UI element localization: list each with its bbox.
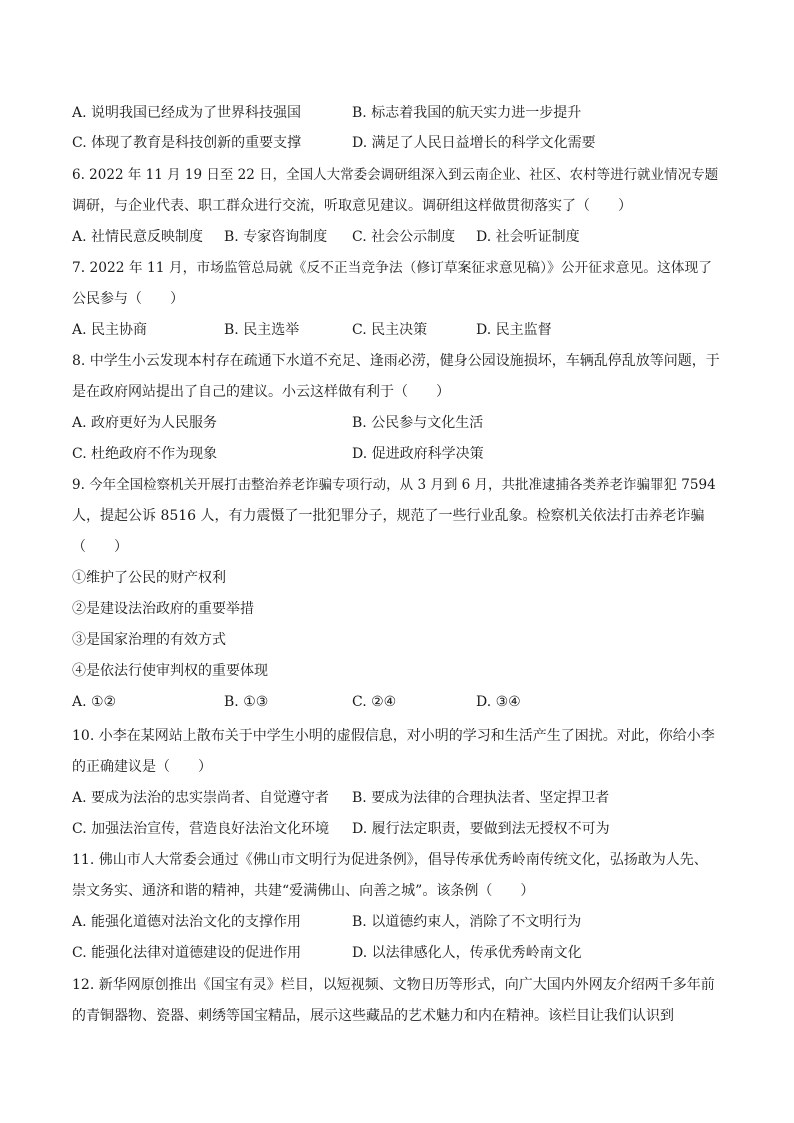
q6-option-b: B. 专家咨询制度 — [224, 229, 328, 245]
q11-stem-line1: 11. 佛山市人大常委会通过《佛山市文明行为促进条例》，倡导传承优秀岭南传统文化，弘扬敢为人先、 — [72, 852, 708, 868]
q10-stem-line2: 的正确建议是（ ） — [72, 759, 212, 775]
q10-stem-line1: 10. 小李在某网站上散布关于中学生小明的虚假信息，对小明的学习和生活产生了困扰。对此，你给小李 — [72, 728, 715, 744]
q6-option-c: C. 社会公示制度 — [352, 229, 456, 245]
q11-stem-line2: 崇文务实、通济和谐的精神，共建“爱满佛山、向善之城”。该条例（ ） — [72, 883, 535, 899]
q11-option-d: D. 以法律感化人，传承优秀岭南文化 — [352, 945, 582, 961]
q8-option-a: A. 政府更好为人民服务 — [72, 415, 218, 431]
q5-option-b: B. 标志着我国的航天实力进一步提升 — [352, 105, 582, 121]
q8-stem-line1: 8. 中学生小云发现本村存在疏通下水道不充足、逢雨必涝，健身公园设施损坏，车辆乱停乱放等问题，于 — [72, 353, 720, 369]
q8-option-c: C. 杜绝政府不作为现象 — [72, 446, 218, 462]
q9-stem-line1: 9. 今年全国检察机关开展打击整治养老诈骗专项行动，从 3 月到 6 月，共批准逮捕各类养老诈骗罪犯 7594 — [72, 477, 716, 493]
q9-statement-3: ③是国家治理的有效方式 — [72, 632, 226, 648]
q10-option-c: C. 加强法治宣传，营造良好法治文化环境 — [72, 821, 330, 837]
q5-option-d: D. 满足了人民日益增长的科学文化需要 — [352, 135, 596, 151]
q9-option-c: C. ②④ — [352, 694, 397, 710]
q7-option-b: B. 民主选举 — [224, 322, 300, 338]
q10-option-b: B. 要成为法律的合理执法者、坚定捍卫者 — [352, 790, 610, 806]
q7-option-c: C. 民主决策 — [352, 322, 428, 338]
q10-option-a: A. 要成为法治的忠实崇尚者、自觉遵守者 — [72, 790, 330, 806]
q9-statement-1: ①维护了公民的财产权利 — [72, 570, 226, 586]
q8-option-d: D. 促进政府科学决策 — [352, 446, 484, 462]
q7-option-d: D. 民主监督 — [476, 322, 552, 338]
q9-option-b: B. ①③ — [224, 694, 269, 710]
q11-option-a: A. 能强化道德对法治文化的支撑作用 — [72, 914, 302, 930]
q9-stem-line2: 人，提起公诉 8516 人，有力震慑了一批犯罪分子，规范了一些行业乱象。检察机关依法打击养老诈骗 — [72, 508, 705, 524]
q9-option-d: D. ③④ — [476, 694, 521, 710]
q6-option-d: D. 社会听证制度 — [476, 229, 580, 245]
q9-statement-4: ④是依法行使审判权的重要体现 — [72, 663, 268, 679]
q7-option-a: A. 民主协商 — [72, 322, 148, 338]
q7-stem-line1: 7. 2022 年 11 月，市场监管总局就《反不正当竞争法（修订草案征求意见稿）》公开征求意见。这体现了 — [72, 260, 712, 276]
q8-option-b: B. 公民参与文化生活 — [352, 415, 484, 431]
q10-option-d: D. 履行法定职责，要做到法无授权不可为 — [352, 821, 610, 837]
q6-stem-line1: 6. 2022 年 11 月 19 日至 22 日，全国人大常委会调研组深入到云南企业、社区、农村等进行就业情况专题 — [72, 167, 719, 183]
q7-stem-line2: 公民参与（ ） — [72, 291, 184, 307]
q5-option-c: C. 体现了教育是科技创新的重要支撑 — [72, 135, 302, 151]
q12-stem-line2: 的青铜器物、瓷器、刺绣等国宝精品，展示这些藏品的艺术魅力和内在精神。该栏目让我们认识到 — [72, 1008, 674, 1024]
q9-option-a: A. ①② — [72, 694, 117, 710]
q12-stem-line1: 12. 新华网原创推出《国宝有灵》栏目，以短视频、文物日历等形式，向广大国内外网友介绍两千多年前 — [72, 977, 715, 993]
q6-stem-line2: 调研，与企业代表、职工群众进行交流，听取意见建议。调研组这样做贯彻落实了（ ） — [72, 198, 632, 214]
q6-option-a: A. 社情民意反映制度 — [72, 229, 204, 245]
q9-statement-2: ②是建设法治政府的重要举措 — [72, 601, 254, 617]
q8-stem-line2: 是在政府网站提出了自己的建议。小云这样做有利于（ ） — [72, 384, 450, 400]
q5-option-a: A. 说明我国已经成为了世界科技强国 — [72, 105, 302, 121]
q11-option-c: C. 能强化法律对道德建设的促进作用 — [72, 945, 302, 961]
q11-option-b: B. 以道德约束人，消除了不文明行为 — [352, 914, 582, 930]
q9-stem-line3: （ ） — [72, 539, 128, 555]
